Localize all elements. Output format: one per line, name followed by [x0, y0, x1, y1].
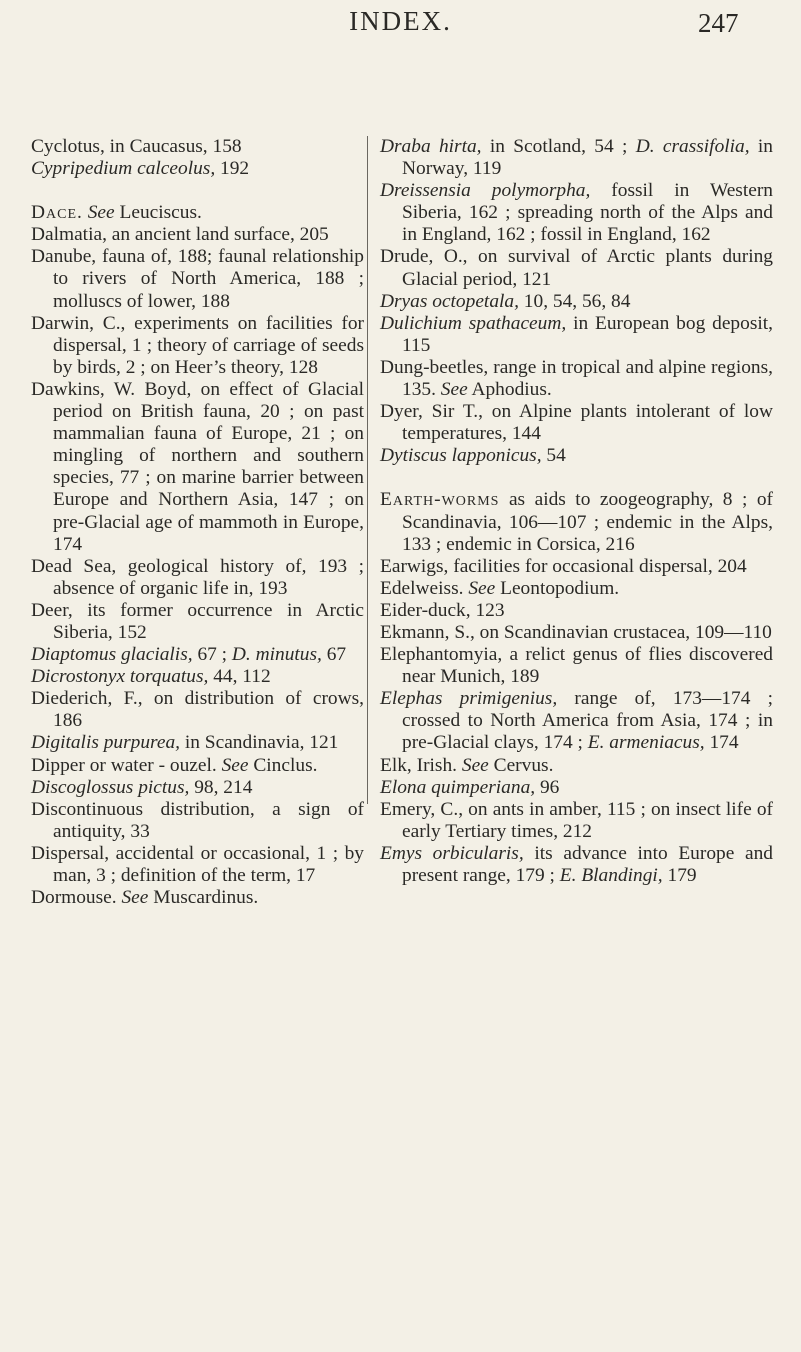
entry-text: Dyer, Sir T., on Alpine plants intolerant of low temperatures, 144: [380, 401, 773, 445]
entry-text: Elk, Irish.: [380, 754, 462, 776]
entry-italic-text: Dulichium spathaceum,: [380, 312, 567, 334]
left-column: [31, 136, 364, 909]
column-divider: [367, 136, 368, 804]
entry-text: Muscardinus.: [148, 887, 259, 909]
index-entry: [380, 313, 773, 357]
entry-italic-text: Diaptomus glacialis,: [31, 644, 193, 666]
index-entry: [31, 313, 364, 379]
index-entry: [31, 246, 364, 312]
entry-italic-text: E. armeniacus,: [587, 732, 705, 754]
index-entry: [380, 489, 773, 555]
entry-italic-text: D. crassifolia,: [635, 136, 750, 157]
index-entry: [380, 445, 773, 467]
page-title: INDEX.: [349, 6, 452, 36]
index-entry: [31, 158, 364, 180]
index-entry: [31, 644, 364, 666]
index-entry: [31, 799, 364, 843]
index-entry: [31, 887, 364, 909]
entry-text: 67 ;: [192, 644, 232, 666]
entry-heading-text: Earth-worms: [380, 489, 500, 511]
index-entry: [31, 202, 364, 224]
page-header: [0, 0, 801, 70]
entry-italic-text: See: [87, 202, 115, 224]
entry-text: 192: [215, 158, 250, 180]
index-entry: [31, 136, 364, 158]
index-entry: [380, 578, 773, 600]
entry-text: Cinclus.: [248, 754, 318, 776]
index-entry: [380, 180, 773, 246]
entry-text: as aids to zoogeography, 8 ; of Scandinavia, 106—107 ; endemic in the Alps, 133 ; endemic in Corsica, 216: [402, 489, 773, 555]
entry-text: Edelweiss.: [380, 577, 469, 599]
entry-text: Dispersal, accidental or occasional, 1 ; by man, 3 ; definition of the term, 17: [31, 842, 364, 886]
entry-text: 174: [704, 732, 739, 754]
index-entry: [31, 600, 364, 644]
entry-text: 98, 214: [189, 776, 253, 798]
entry-italic-text: Dryas octopetala,: [380, 290, 519, 312]
entry-italic-text: See: [440, 379, 468, 401]
entry-text: Deer, its former occurrence in Arctic Siberia, 152: [31, 599, 364, 643]
entry-text: Emery, C., on ants in amber, 115 ; on insect life of early Tertiary times, 212: [380, 798, 773, 842]
entry-text: in Norway, 119: [402, 136, 773, 180]
entry-text: Dipper or water - ouzel.: [31, 754, 222, 776]
entry-text: Earwigs, facilities for occasional dispersal, 204: [380, 555, 747, 577]
entry-italic-text: D. minutus,: [231, 644, 322, 666]
index-entry: [380, 644, 773, 688]
index-entry: [380, 755, 773, 777]
entry-italic-text: Elona quimperiana,: [380, 776, 536, 798]
entry-text: Leuciscus.: [114, 202, 202, 224]
index-entry: [380, 622, 773, 644]
entry-italic-text: See: [461, 754, 489, 776]
entry-text: Dawkins, W. Boyd, on effect of Glacial period on British fauna, 20 ; on past mammalian fauna of Europe, 21 ; on mingling of northern and southern species, 77 ; on marine barrier between Europe and Northern Asia, 147 ; on pre-Glacial age of mammoth in Europe, 174: [31, 378, 364, 555]
entry-text: in Scandinavia, 121: [180, 732, 339, 754]
entry-italic-text: See: [121, 887, 149, 909]
entry-text: in European bog deposit, 115: [402, 312, 773, 356]
page-number: 247: [698, 8, 739, 38]
entry-text: 67: [321, 644, 347, 666]
index-entry: [31, 224, 364, 246]
index-entry: [31, 666, 364, 688]
entry-text: Eider-duck, 123: [380, 599, 505, 621]
index-entry: [380, 136, 773, 180]
entry-text: Aphodius.: [467, 379, 552, 401]
index-entry: [31, 732, 364, 754]
entry-italic-text: E. Blandingi,: [559, 865, 663, 886]
entry-text: Elephantomyia, a relict genus of flies discovered near Munich, 189: [380, 644, 773, 688]
entry-text: Darwin, C., experiments on facilities for dispersal, 1 ; theory of carriage of seeds by birds, 2 ; on Heer’s theory, 128: [31, 312, 364, 378]
entry-text: 10, 54, 56, 84: [518, 290, 631, 312]
index-entry: [380, 843, 773, 887]
entry-italic-text: Digitalis purpurea,: [31, 732, 181, 754]
entry-italic-text: Elephas primigenius,: [380, 688, 558, 710]
index-entry: [31, 379, 364, 556]
entry-text: 44, 112: [208, 666, 271, 688]
entry-text: Cyclotus, in Caucasus, 158: [31, 136, 242, 157]
entry-italic-text: Dytiscus lapponicus,: [380, 445, 542, 467]
entry-text: range of, 173—174 ; crossed to North America from Asia, 174 ; in pre-Glacial clays, 174 ;: [402, 688, 773, 754]
entry-italic-text: Dicrostonyx torquatus,: [31, 666, 209, 688]
entry-text: 96: [535, 776, 560, 798]
entry-text: Dead Sea, geological history of, 193 ; absence of organic life in, 193: [31, 555, 364, 599]
index-entry: [380, 799, 773, 843]
index-entry: [380, 556, 773, 578]
entry-text: Drude, O., on survival of Arctic plants during Glacial period, 121: [380, 246, 773, 290]
entry-heading-text: Dace.: [31, 202, 83, 224]
index-entry: [31, 843, 364, 887]
index-entry: [380, 600, 773, 622]
entry-text: in Scotland, 54 ;: [481, 136, 636, 157]
entry-text: fossil in Western Siberia, 162 ; spreading north of the Alps and in England, 162 ; fossil in England, 162: [402, 180, 773, 246]
entry-italic-text: See: [221, 754, 249, 776]
index-entry: [31, 777, 364, 799]
right-column: [380, 136, 773, 887]
entry-text: 179: [662, 865, 697, 886]
entry-text: Diederich, F., on distribution of crows, 186: [31, 688, 364, 732]
index-entry: [380, 291, 773, 313]
entry-text: Dormouse.: [31, 887, 122, 909]
entry-italic-text: Draba hirta,: [380, 136, 482, 157]
entry-text: Danube, fauna of, 188; faunal relationship to rivers of North America, 188 ; molluscs of lower, 188: [31, 246, 364, 312]
entry-text: 54: [541, 445, 566, 467]
index-entry: [380, 357, 773, 401]
entry-text: Dung-beetles, range in tropical and alpine regions, 135.: [380, 356, 773, 401]
entry-text: Leontopodium.: [495, 577, 620, 599]
entry-italic-text: See: [468, 577, 496, 599]
entry-text: its advance into Europe and present range, 179 ;: [402, 842, 773, 886]
entry-text: Cervus.: [488, 754, 554, 776]
entry-italic-text: Cypripedium calceolus,: [31, 158, 216, 180]
index-entry: [31, 688, 364, 732]
index-entry: [380, 777, 773, 799]
entry-text: Discontinuous distribution, a sign of antiquity, 33: [31, 798, 364, 842]
entry-text: Ekmann, S., on Scandinavian crustacea, 109—110: [380, 621, 772, 643]
entry-italic-text: Discoglossus pictus,: [31, 776, 190, 798]
index-entry: [31, 755, 364, 777]
entry-italic-text: Dreissensia polymorpha,: [380, 180, 591, 202]
entry-text: Dalmatia, an ancient land surface, 205: [31, 224, 329, 246]
index-entry: [380, 688, 773, 754]
index-entry: [380, 401, 773, 445]
index-entry: [380, 246, 773, 290]
entry-italic-text: Emys orbicularis,: [380, 842, 524, 864]
index-entry: [31, 556, 364, 600]
